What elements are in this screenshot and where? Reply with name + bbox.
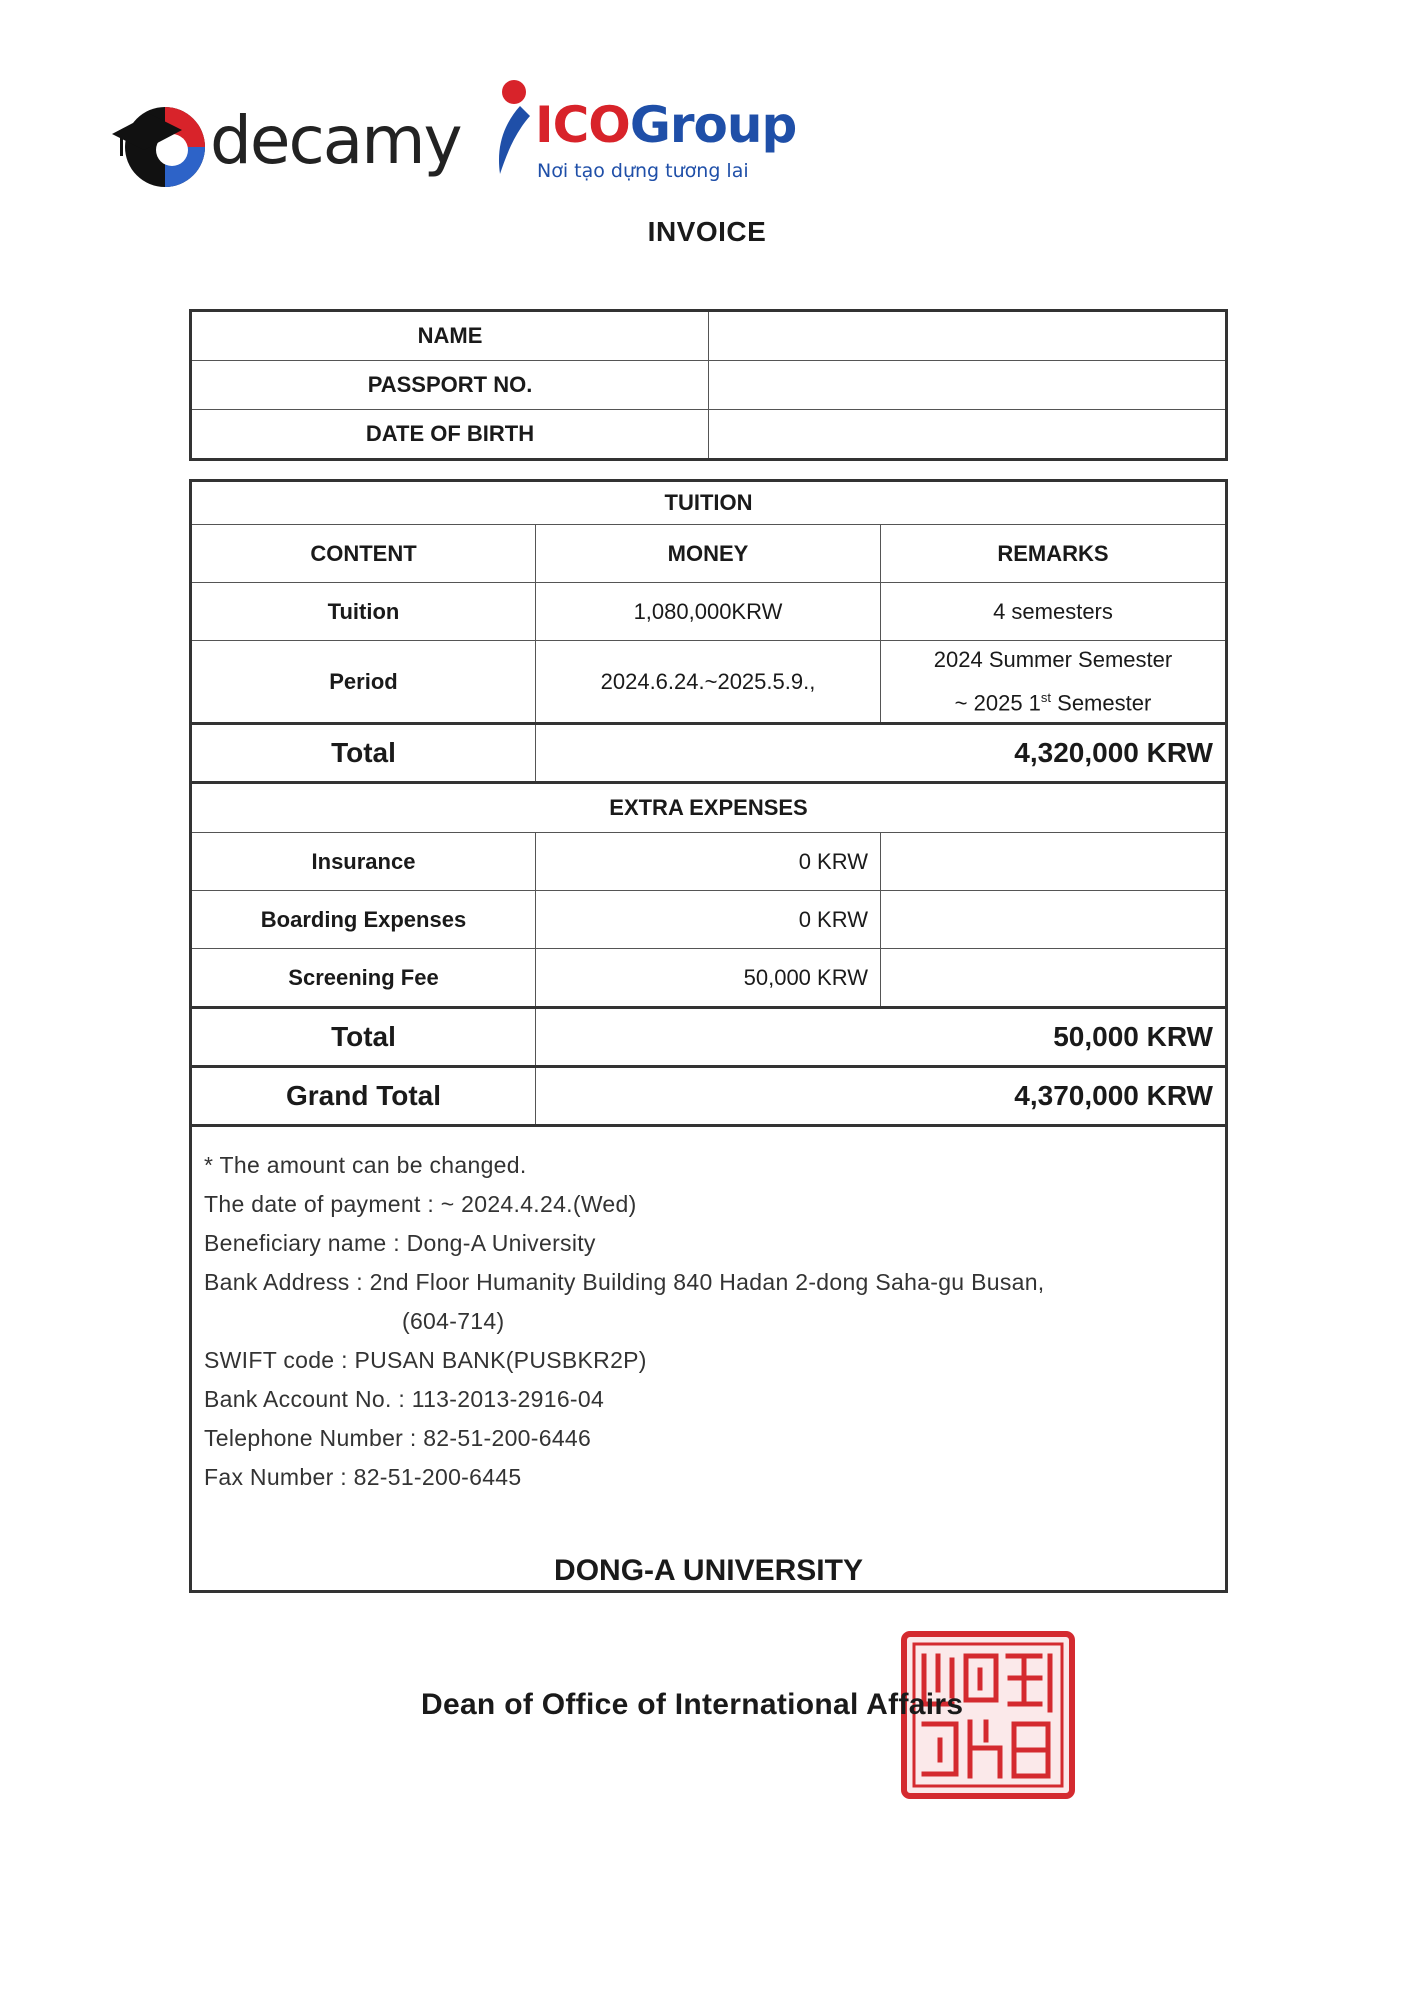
note-swift-code: SWIFT code : PUSAN BANK(PUSBKR2P) (204, 1347, 647, 1373)
table-row (191, 724, 1227, 783)
table-row (191, 641, 1227, 724)
column-header-content: CONTENT (191, 525, 536, 583)
period-remarks-line2 (881, 679, 1225, 722)
issuer-name: DONG-A UNIVERSITY (554, 1554, 863, 1587)
period-money: 2024.6.24.~2025.5.9., (535, 641, 880, 724)
tuition-remarks: 4 semesters (880, 583, 1226, 641)
table-row (191, 361, 1227, 410)
screening-content: Screening Fee (191, 949, 536, 1008)
tuition-section-title: TUITION (191, 481, 1227, 525)
table-row (191, 583, 1227, 641)
period-remarks-line2-post: Semester (1051, 690, 1152, 716)
dob-label: DATE OF BIRTH (191, 410, 709, 460)
period-content: Period (191, 641, 536, 724)
ico-group-wordmark (535, 96, 797, 154)
table-row (191, 525, 1227, 583)
tuition-money: 1,080,000KRW (535, 583, 880, 641)
name-label: NAME (191, 311, 709, 361)
table-row (191, 481, 1227, 525)
table-row (191, 1008, 1227, 1067)
insurance-content: Insurance (191, 833, 536, 891)
tuition-total-value: 4,320,000 KRW (535, 724, 1226, 783)
tuition-table (189, 479, 1228, 1127)
screening-money: 50,000 KRW (535, 949, 880, 1008)
extra-total-label: Total (191, 1008, 536, 1067)
table-row (191, 410, 1227, 460)
table-row (191, 1067, 1227, 1126)
tuition-total-label: Total (191, 724, 536, 783)
table-row (191, 949, 1227, 1008)
table-row (191, 311, 1227, 361)
table-row (191, 833, 1227, 891)
table-row (191, 891, 1227, 949)
period-remarks-line1: 2024 Summer Semester (933, 647, 1173, 672)
extra-expenses-section-title: EXTRA EXPENSES (191, 783, 1227, 833)
period-remarks-line2-pre: ~ 2025 1 (954, 690, 1041, 716)
table-row (191, 783, 1227, 833)
insurance-money: 0 KRW (535, 833, 880, 891)
dob-value (709, 410, 1227, 460)
note-bank-address-postcode: (604-714) (402, 1308, 505, 1334)
tuition-content: Tuition (191, 583, 536, 641)
period-remarks-sup: st (1040, 690, 1052, 705)
extra-total-value: 50,000 KRW (535, 1008, 1226, 1067)
signatory-title: Dean of Office of International Affairs (421, 1688, 964, 1721)
grand-total-value: 4,370,000 KRW (535, 1067, 1226, 1126)
note-bank-address: Bank Address : 2nd Floor Humanity Building 840 Hadan 2-dong Saha-gu Busan, (204, 1269, 1045, 1295)
column-header-remarks: REMARKS (880, 525, 1226, 583)
personal-info-table (189, 309, 1228, 461)
note-beneficiary: Beneficiary name : Dong-A University (204, 1230, 596, 1256)
ico-tagline: Nơi tạo dựng tương lai (537, 160, 749, 182)
passport-label: PASSPORT NO. (191, 361, 709, 410)
name-value (709, 311, 1227, 361)
boarding-content: Boarding Expenses (191, 891, 536, 949)
note-payment-date: The date of payment : ~ 2024.4.24.(Wed) (204, 1191, 637, 1217)
note-account-number: Bank Account No. : 113-2013-2916-04 (204, 1386, 605, 1412)
boarding-remarks (880, 891, 1226, 949)
grand-total-label: Grand Total (191, 1067, 536, 1126)
ico-wordmark-blue: Group (629, 96, 797, 154)
passport-value (709, 361, 1227, 410)
payment-notes-box (189, 1120, 1228, 1593)
note-telephone: Telephone Number : 82-51-200-6446 (204, 1425, 592, 1451)
column-header-money: MONEY (535, 525, 880, 583)
note-amount-changed: * The amount can be changed. (204, 1152, 527, 1178)
invoice-title: INVOICE (647, 216, 767, 247)
insurance-remarks (880, 833, 1226, 891)
note-fax: Fax Number : 82-51-200-6445 (204, 1464, 522, 1490)
decamy-wordmark: decamy (210, 102, 461, 179)
period-remarks (880, 641, 1226, 724)
boarding-money: 0 KRW (535, 891, 880, 949)
ico-wordmark-red: ICO (535, 96, 630, 154)
screening-remarks (880, 949, 1226, 1008)
